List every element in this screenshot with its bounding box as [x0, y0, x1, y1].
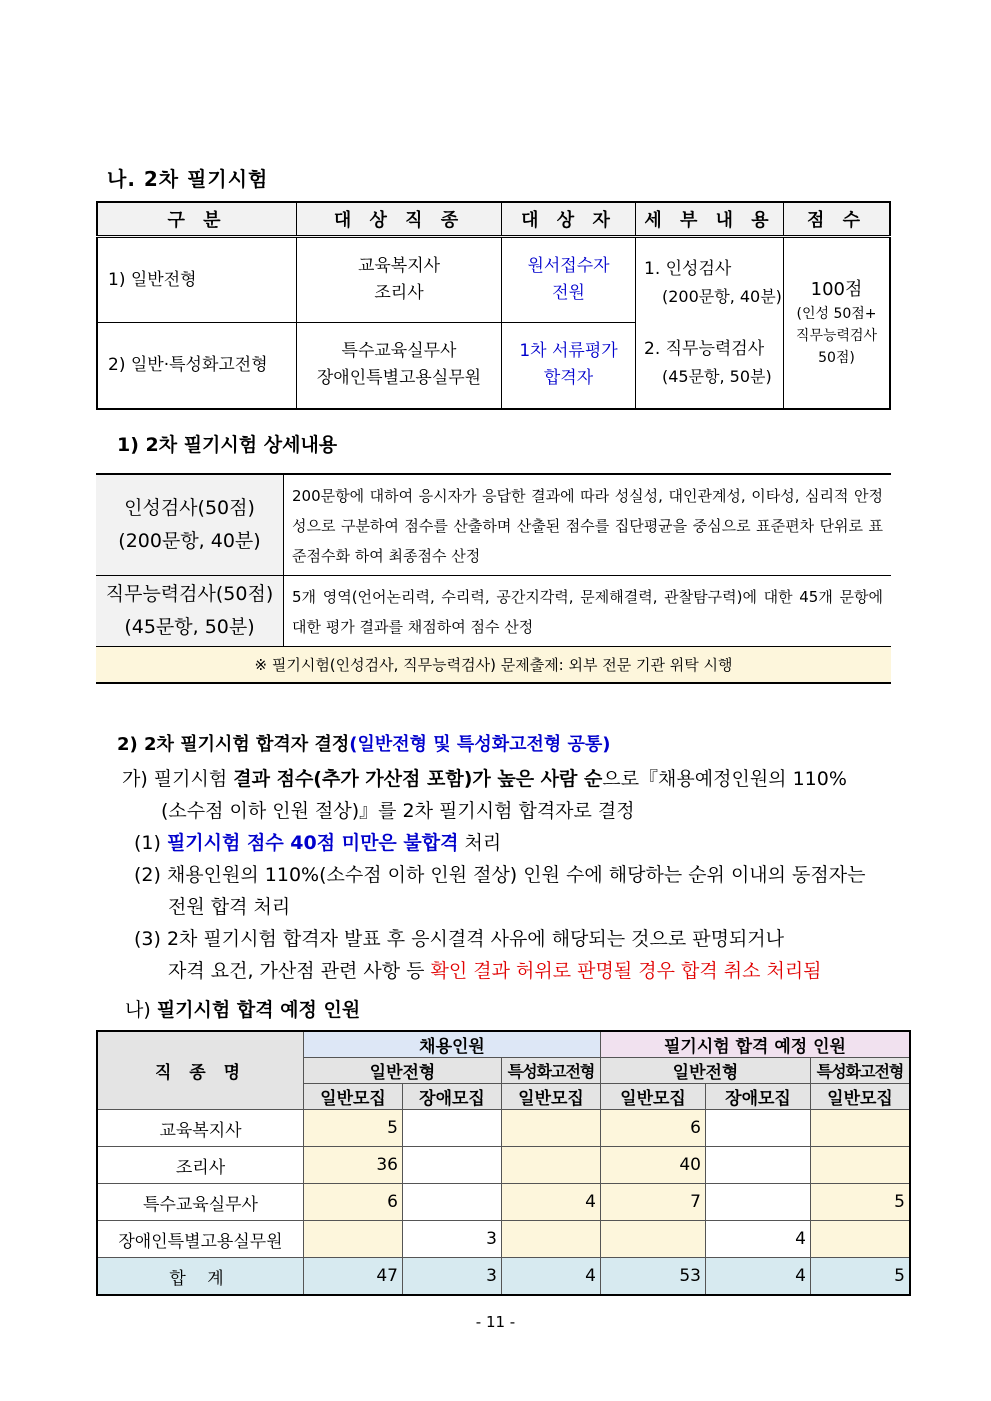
header-special: 특성화고전형 [502, 1058, 601, 1084]
header-general: 일반전형 [601, 1058, 811, 1084]
exam-detail-table [96, 473, 891, 684]
count-cell: 3 [403, 1221, 502, 1258]
table-row [96, 474, 891, 576]
warning-text: 확인 결과 허위로 판명될 경우 합격 취소 처리됨 [430, 960, 822, 982]
job-name: 특수교육실무사 [341, 341, 457, 362]
count-cell [403, 1110, 502, 1147]
job-name: 조리사 [97, 1147, 304, 1184]
job-name: 교육복지사 [97, 1110, 304, 1147]
count-cell [811, 1110, 911, 1147]
count-cell [403, 1147, 502, 1184]
detail-line: (200문항, 40분) [662, 286, 782, 306]
count-cell [811, 1147, 911, 1184]
score-note: 직무능력검사 [795, 328, 878, 345]
exam-label [96, 576, 284, 647]
count-cell [706, 1147, 811, 1184]
note-row [96, 647, 891, 684]
para-na [125, 995, 360, 1022]
count-cell: 36 [304, 1147, 403, 1184]
count-cell: 4 [502, 1184, 601, 1221]
para-ga-line2: (소수점 이하 인원 절상)』를 2차 필기시험 합격자로 결정 [161, 800, 635, 822]
score-note: 50점) [818, 350, 855, 367]
para-1 [134, 828, 501, 855]
header-job-name: 직 종 명 [97, 1031, 304, 1110]
label-line: (200문항, 40분) [118, 530, 261, 552]
job-name: 장애인특별고용실무원 [97, 1221, 304, 1258]
exam-description: 5개 영역(언어논리력, 수리력, 공간지각력, 문제해결력, 관찰탐구력)에 대한 45개 문항에 대한 평가 결과를 채점하여 점수 산정 [284, 576, 892, 647]
header-pass-count: 필기시험 합격 예정 인원 [601, 1031, 911, 1058]
subsection-title-main: 2) 2차 필기시험 합격자 결정 [117, 734, 350, 755]
count-cell [304, 1221, 403, 1258]
count-cell [502, 1221, 601, 1258]
count-cell: 4 [706, 1221, 811, 1258]
target-text: 1차 서류평가 [519, 341, 618, 362]
count-cell [502, 1110, 601, 1147]
header-special: 특성화고전형 [811, 1058, 911, 1084]
total-cell: 47 [304, 1258, 403, 1296]
page-number: - 11 - [475, 1313, 516, 1331]
emphasis: 필기시험 합격 예정 인원 [156, 999, 361, 1021]
count-cell [706, 1110, 811, 1147]
count-cell: 6 [601, 1110, 706, 1147]
job-name: 특수교육실무사 [97, 1184, 304, 1221]
exam-description: 200문항에 대하여 응시자가 응답한 결과에 따라 성실성, 대인관계성, 이타성, 심리적 안정성으로 구분하여 점수를 산출하며 산출된 점수를 집단평균을 중심으로 표준편차 단위로 표준점수화 하여 최종점수 산정 [284, 474, 892, 576]
emphasis: 결과 점수(추가 가산점 포함)가 높은 사람 순 [233, 768, 603, 790]
total-row [97, 1258, 910, 1296]
job-name: 교육복지사 [357, 256, 441, 276]
table-row [97, 1147, 910, 1184]
target-cell [502, 237, 636, 323]
para-3-line2 [168, 956, 822, 983]
details-cell [636, 237, 784, 409]
subsection-title [117, 730, 611, 756]
text: 처리 [458, 832, 502, 854]
count-cell: 40 [601, 1147, 706, 1184]
header-score: 점 수 [784, 202, 891, 237]
header-jobs: 대 상 직 종 [297, 202, 502, 237]
text: 나) [125, 999, 157, 1021]
header-leaf: 장애모집 [403, 1084, 502, 1110]
target-text: 전원 [552, 283, 585, 303]
para-2-line1: (2) 채용인원의 110%(소수점 이하 인원 절상) 인원 수에 해당하는 순위 이내의 동점자는 [134, 864, 866, 886]
detail-line: 1. 인성검사 [644, 258, 732, 279]
exam-overview-table [96, 201, 891, 410]
table-row [97, 237, 890, 323]
job-name: 장애인특별고용실무원 [316, 368, 482, 389]
header-leaf: 일반모집 [811, 1084, 911, 1110]
table-header-row [97, 1031, 910, 1058]
section-title: 나. 2차 필기시험 [107, 167, 269, 191]
para-ga-line1 [122, 764, 847, 791]
table-row [96, 576, 891, 647]
table-header-row [97, 202, 890, 237]
total-cell: 3 [403, 1258, 502, 1296]
target-cell [502, 323, 636, 409]
count-cell [706, 1184, 811, 1221]
count-cell [403, 1184, 502, 1221]
header-leaf: 일반모집 [601, 1084, 706, 1110]
table-row [97, 1184, 910, 1221]
table-row [97, 1110, 910, 1147]
total-cell: 4 [502, 1258, 601, 1296]
header-leaf: 장애모집 [706, 1084, 811, 1110]
count-cell [601, 1221, 706, 1258]
header-general: 일반전형 [304, 1058, 502, 1084]
header-target: 대 상 자 [502, 202, 636, 237]
header-details: 세 부 내 용 [636, 202, 784, 237]
text: 으로『채용예정인원의 110% [602, 768, 847, 790]
total-cell: 53 [601, 1258, 706, 1296]
score-note: (인성 50점+ [796, 306, 877, 323]
exam-note: ※ 필기시험(인성검사, 직무능력검사) 문제출제: 외부 전문 기관 위탁 시행 [96, 647, 891, 684]
job-name: 조리사 [374, 283, 424, 303]
emphasis: 필기시험 점수 40점 미만은 불합격 [166, 832, 459, 854]
count-cell [502, 1147, 601, 1184]
header-category: 구 분 [97, 202, 297, 237]
label-line: 인성검사(50점) [124, 497, 255, 519]
count-cell [811, 1221, 911, 1258]
header-hire-count: 채용인원 [304, 1031, 601, 1058]
score-cell [784, 237, 891, 409]
header-leaf: 일반모집 [502, 1084, 601, 1110]
count-cell: 5 [811, 1184, 911, 1221]
total-cell: 4 [706, 1258, 811, 1296]
score-total: 100점 [810, 279, 863, 301]
category-cell: 2) 일반·특성화고전형 [97, 323, 297, 409]
detail-line: (45문항, 50분) [662, 366, 772, 386]
count-cell: 5 [304, 1110, 403, 1147]
exam-label [96, 474, 284, 576]
count-cell: 6 [304, 1184, 403, 1221]
recruitment-count-table [96, 1030, 911, 1296]
label-line: 직무능력검사(50점) [105, 583, 274, 605]
jobs-cell [297, 323, 502, 409]
text: 자격 요건, 가산점 관련 사항 등 [168, 960, 431, 982]
header-leaf: 일반모집 [304, 1084, 403, 1110]
para-3-line1: (3) 2차 필기시험 합격자 발표 후 응시결격 사유에 해당되는 것으로 판명되거나 [134, 928, 785, 950]
table-row [97, 1221, 910, 1258]
subsection-title: 1) 2차 필기시험 상세내용 [117, 434, 338, 456]
category-cell: 1) 일반전형 [97, 237, 297, 323]
text: (1) [134, 832, 167, 854]
target-text: 합격자 [543, 368, 594, 389]
total-label: 합 계 [97, 1258, 304, 1296]
para-2-line2: 전원 합격 처리 [168, 896, 291, 918]
total-cell: 5 [811, 1258, 911, 1296]
target-text: 원서접수자 [527, 256, 610, 276]
label-line: (45문항, 50분) [124, 616, 255, 638]
detail-line: 2. 직무능력검사 [644, 338, 765, 359]
text: 가) 필기시험 [122, 768, 234, 790]
subsection-title-highlight: (일반전형 및 특성화고전형 공통) [349, 734, 611, 755]
jobs-cell [297, 237, 502, 323]
count-cell: 7 [601, 1184, 706, 1221]
